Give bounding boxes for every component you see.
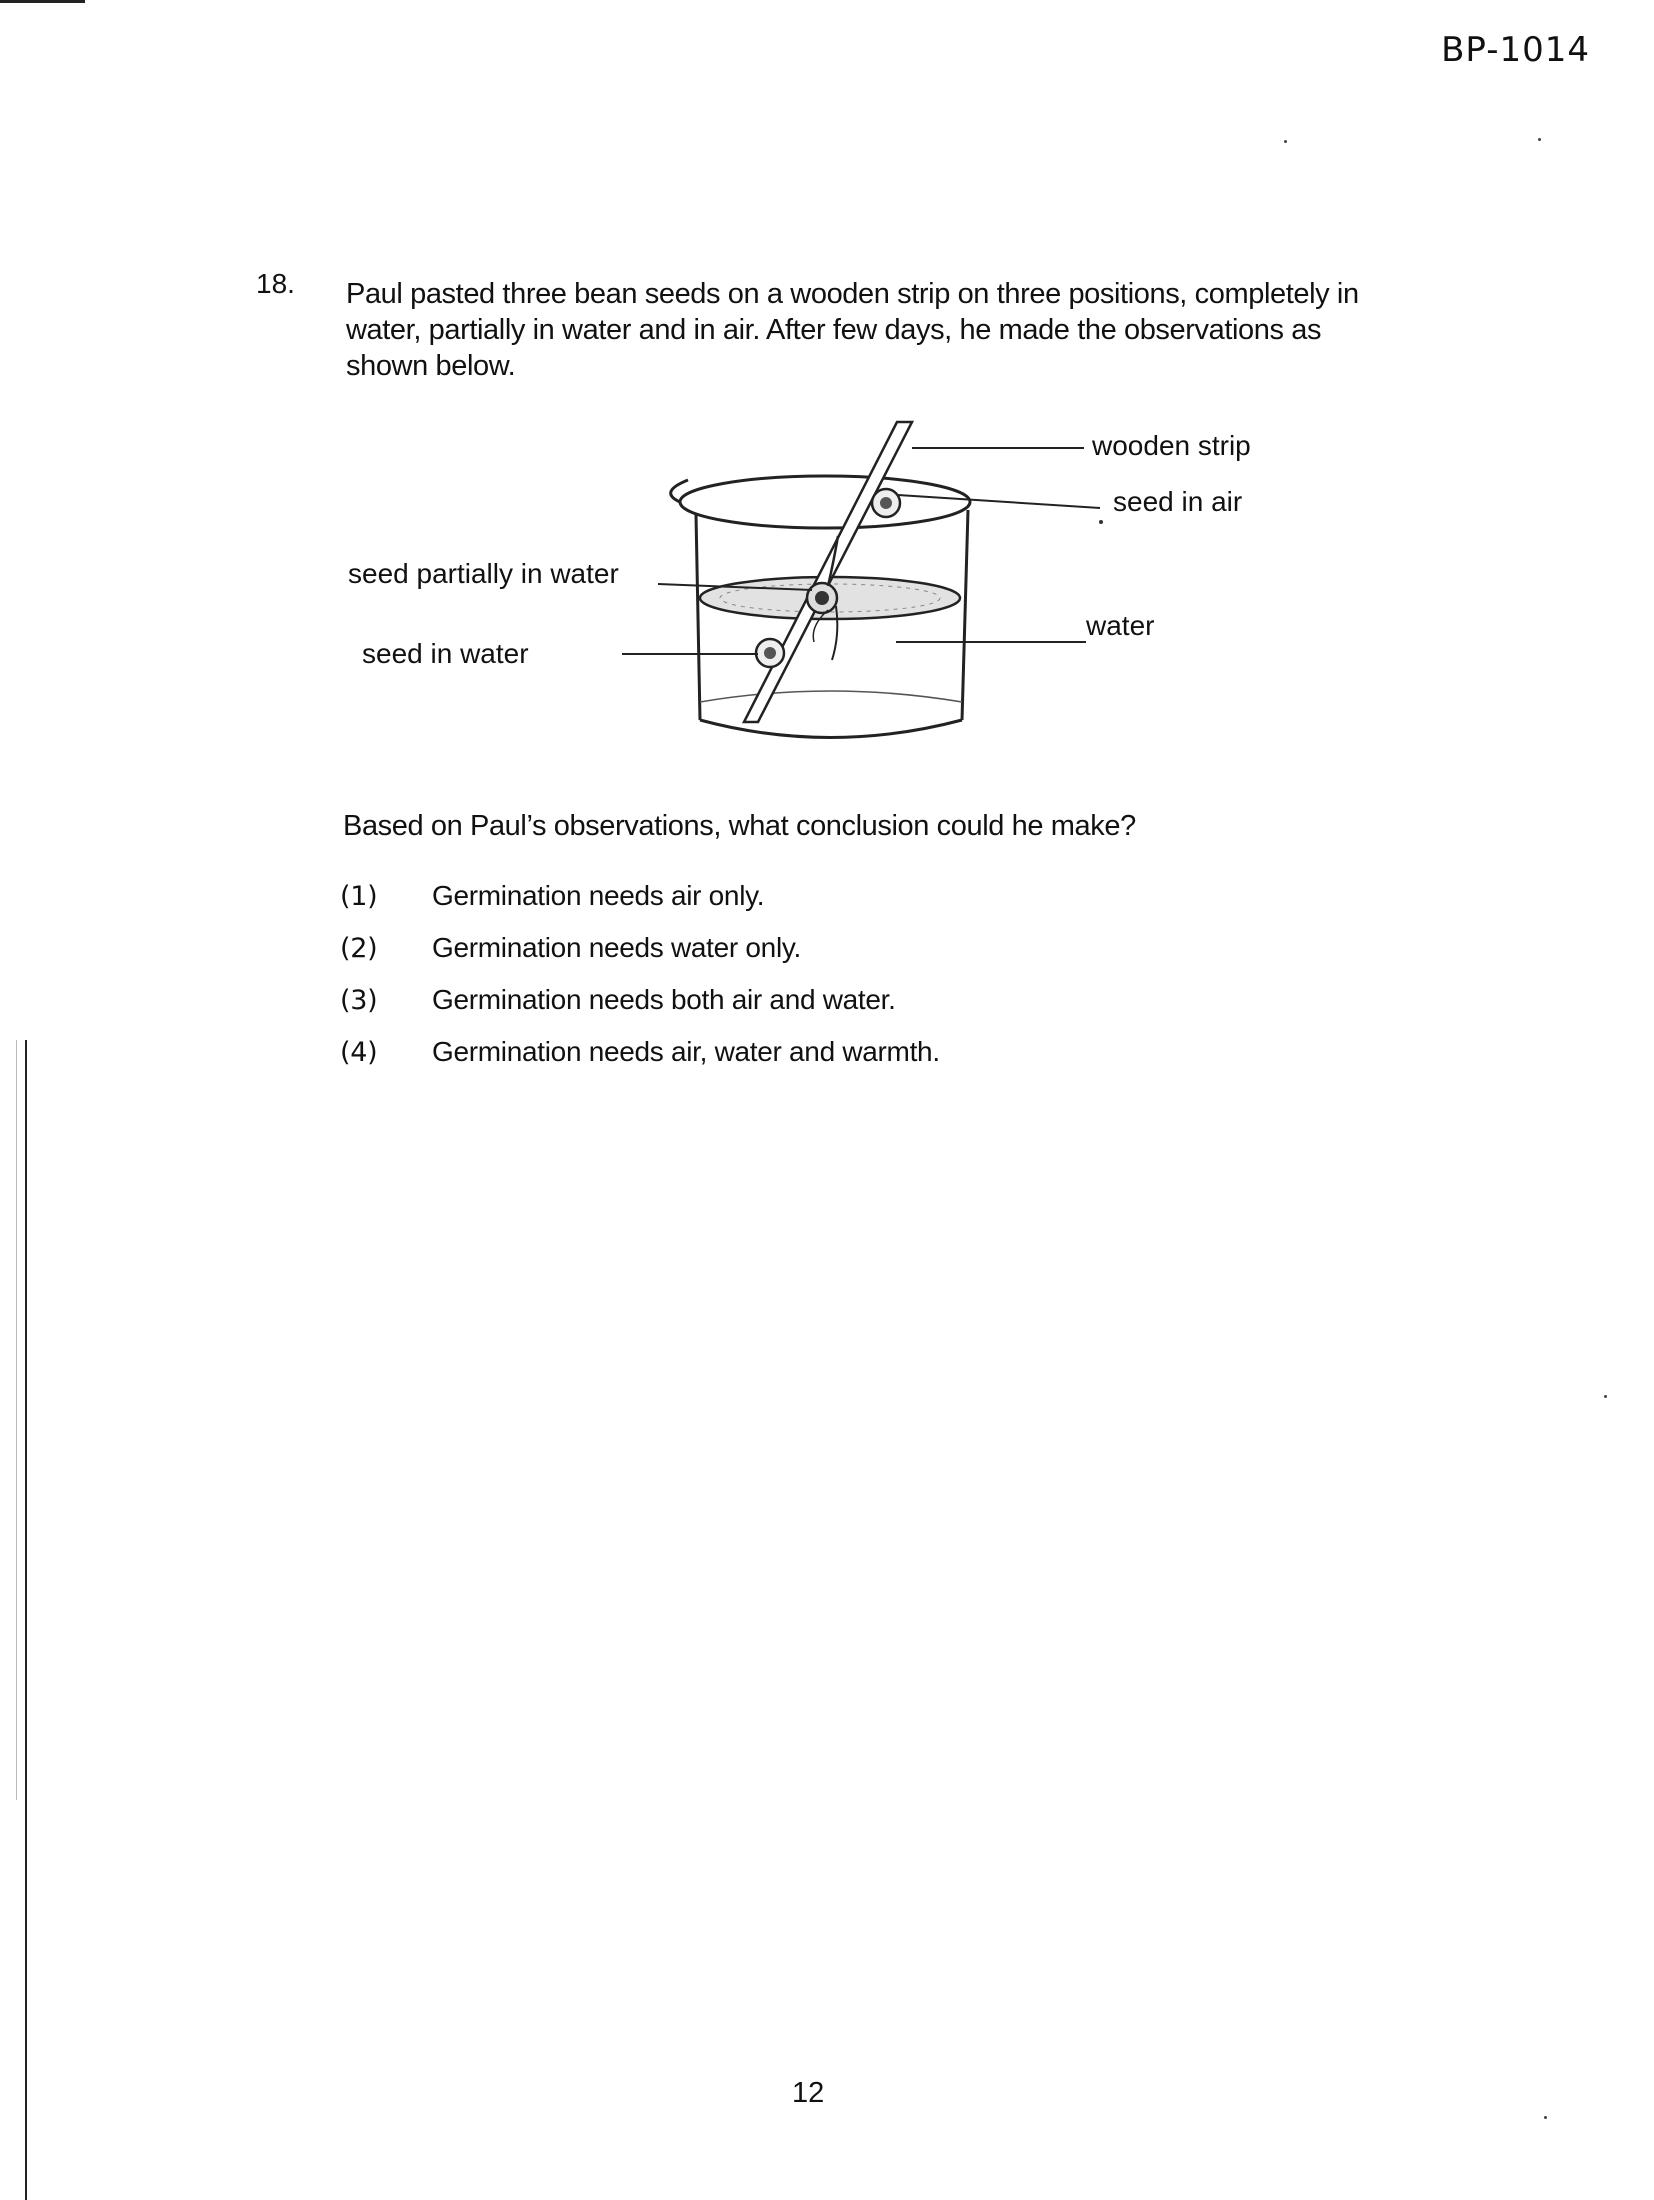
beaker-illustration	[340, 410, 1320, 770]
corner-mark	[0, 0, 85, 3]
margin-line	[25, 1040, 27, 2200]
option-number: (2)	[340, 932, 378, 964]
margin-line-faint	[16, 1040, 17, 1800]
question-text: Paul pasted three bean seeds on a wooden strip on three positions, completely in water, partially in water and in air. After few days, he made the observations as shown below.	[346, 278, 1359, 382]
scan-speck	[1604, 1395, 1607, 1398]
answer-option[interactable]	[340, 922, 940, 974]
label-seed-in-water: seed in water	[362, 638, 529, 669]
label-wooden-strip: wooden strip	[1092, 430, 1251, 461]
option-number: (4)	[340, 1036, 378, 1068]
answer-option[interactable]	[340, 974, 940, 1026]
option-text: Germination needs both air and water.	[432, 984, 896, 1015]
paper-code: BP-1014	[1441, 30, 1590, 70]
label-water: water	[1086, 610, 1155, 641]
option-text: Germination needs air, water and warmth.	[432, 1036, 940, 1067]
question-prompt: Based on Paul’s observations, what conclusion could he make?	[343, 810, 1136, 842]
label-seed-in-air: seed in air	[1113, 486, 1243, 517]
answer-options	[340, 870, 940, 1078]
answer-option[interactable]	[340, 870, 940, 922]
option-number: (3)	[340, 984, 378, 1016]
beaker-diagram	[340, 410, 1320, 775]
option-text: Germination needs water only.	[432, 932, 801, 963]
option-number: (1)	[340, 880, 378, 912]
scan-speck	[1544, 2116, 1547, 2119]
answer-option[interactable]	[340, 1026, 940, 1078]
option-text: Germination needs air only.	[432, 880, 765, 911]
scan-speck	[1538, 138, 1541, 141]
scan-speck	[1284, 140, 1287, 143]
page-number: 12	[792, 2077, 825, 2109]
question-number: 18.	[256, 268, 295, 299]
label-seed-partially-in-water: seed partially in water	[348, 558, 619, 589]
